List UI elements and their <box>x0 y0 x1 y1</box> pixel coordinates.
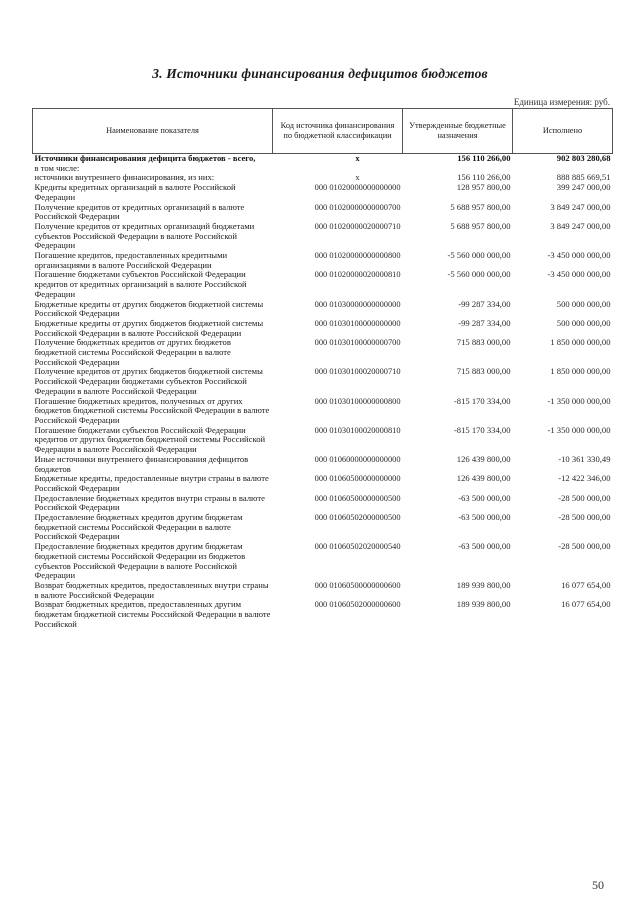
header-name: Наименование показателя <box>33 109 273 154</box>
row-approved: 128 957 800,00 <box>456 182 511 193</box>
table-row <box>33 251 613 270</box>
row-name: Предоставление бюджетных кредитов внутри страны в валюте Российской Федерации <box>34 492 265 513</box>
row-approved: -815 170 334,00 <box>453 395 511 406</box>
row-executed: -28 500 000,00 <box>558 541 611 552</box>
header-approved: Утвержденные бюджетные назначения <box>403 109 513 154</box>
row-code: x <box>355 173 360 183</box>
row-executed: 3 849 247 000,00 <box>550 220 611 231</box>
row-name: Погашение бюджетами субъектов Российской Федерации кредитов от кредитных организаций в валюте Российской Федерации <box>34 269 247 299</box>
table-row <box>33 270 613 299</box>
row-name: Бюджетные кредиты от других бюджетов бюджетной системы Российской Федерации в валюте Российской Федерации <box>34 317 264 338</box>
row-approved: -63 500 000,00 <box>458 512 511 523</box>
row-code: 000 01020000020000710 <box>314 221 401 231</box>
row-name: Погашение кредитов, предоставленных кредитными организациями в валюте Российской Федерации <box>34 250 228 270</box>
row-code: 000 01060502000000500 <box>314 513 401 523</box>
row-code: 000 01030100000000700 <box>314 338 401 348</box>
row-name: Получение кредитов от других бюджетов бюджетной системы Российской Федерации бюджетами субъектов Российской Федерации в валюте Российской Федерации <box>34 366 263 396</box>
financing-table <box>32 108 613 629</box>
row-name: Бюджетные кредиты от других бюджетов бюджетной системы Российской Федерации <box>34 298 264 319</box>
row-name: Источники финансирования дефицита бюджетов - всего, <box>34 153 256 163</box>
row-code: 000 01030100020000710 <box>314 367 401 377</box>
row-approved: 715 883 000,00 <box>456 366 511 377</box>
table-row <box>33 426 613 455</box>
table-row <box>33 338 613 367</box>
table-row <box>33 222 613 251</box>
row-approved: 5 688 957 800,00 <box>450 220 511 231</box>
row-code: 000 01020000020000810 <box>314 270 401 280</box>
row-executed: -1 350 000 000,00 <box>547 424 611 435</box>
section-title: 3. Источники финансирования дефицитов бюджетов <box>152 66 488 81</box>
row-name: Иные источники внутреннего финансирования дефицитов бюджетов <box>34 453 249 474</box>
row-executed: -12 422 346,00 <box>558 473 611 484</box>
row-name: в том числе: <box>34 162 80 173</box>
row-executed: 1 850 000 000,00 <box>550 337 611 348</box>
row-executed: 3 849 247 000,00 <box>550 201 611 212</box>
row-approved: 156 110 266,00 <box>457 172 511 183</box>
row-name: Предоставление бюджетных кредитов другим бюджетам бюджетной системы Российской Федерации в валюте Российской Федерации <box>34 512 243 542</box>
table-row <box>33 154 613 164</box>
row-approved: 715 883 000,00 <box>456 337 511 348</box>
row-name: Возврат бюджетных кредитов, предоставленных внутри страны в валюте Российской Федерации <box>34 579 269 600</box>
row-executed: -1 350 000 000,00 <box>547 395 611 406</box>
row-code: 000 01020000000000000 <box>314 183 401 193</box>
table-row <box>33 455 613 474</box>
row-name: Получение кредитов от кредитных организаций бюджетами субъектов Российской Федерации в валюте Российской Федерации <box>34 220 255 251</box>
row-name: Погашение бюджетных кредитов, полученных от других бюджетов бюджетной системы Российской Федерации в валюте Российской Федерации <box>34 395 270 425</box>
row-executed: 902 803 280,68 <box>556 153 611 163</box>
table-row <box>33 513 613 542</box>
row-executed: -3 450 000 000,00 <box>547 269 611 280</box>
row-name: Получение бюджетных кредитов от других бюджетов бюджетной системы Российской Федерации в валюте Российской Федерации <box>34 337 231 367</box>
row-name: Получение кредитов от кредитных организаций в валюте Российской Федерации <box>34 201 245 222</box>
row-approved: -5 560 000 000,00 <box>447 250 511 261</box>
row-executed: 1 850 000 000,00 <box>550 366 611 377</box>
table-row <box>33 203 613 222</box>
row-approved: 126 439 800,00 <box>456 473 511 484</box>
table-row <box>33 367 613 396</box>
row-approved: -99 287 334,00 <box>458 317 511 328</box>
table-body <box>33 154 613 630</box>
table-row <box>33 581 613 600</box>
row-approved: -63 500 000,00 <box>458 492 511 503</box>
table-row <box>33 542 613 581</box>
row-code: 000 01060502020000540 <box>314 542 401 552</box>
row-executed: -28 500 000,00 <box>558 492 611 503</box>
row-code: 000 01030100000000800 <box>314 396 401 406</box>
row-name: Предоставление бюджетных кредитов другим бюджетам бюджетной системы Российской Федерации из бюджетов субъектов Российской Федерации в валюте Российской Федерации <box>34 541 246 581</box>
table-row <box>33 397 613 426</box>
units-label: Единица измерения: руб. <box>513 97 610 107</box>
row-code: 000 01020000000000700 <box>314 202 401 212</box>
row-approved: 5 688 957 800,00 <box>450 201 511 212</box>
row-code: 000 01060500000000500 <box>314 493 401 503</box>
row-executed: -3 450 000 000,00 <box>547 250 611 261</box>
row-executed: 888 885 669,51 <box>556 172 611 183</box>
row-code: 000 01030100020000810 <box>314 425 401 435</box>
row-code: x <box>355 154 360 163</box>
row-name: Возврат бюджетных кредитов, предоставленных другим бюджетам бюджетной системы Российской Федерации в валюте Российской <box>34 599 271 629</box>
row-code: 000 01030000000000000 <box>314 299 401 309</box>
row-approved: -5 560 000 000,00 <box>447 269 511 280</box>
row-approved: -99 287 334,00 <box>458 298 511 309</box>
row-code: 000 01060502000000600 <box>314 600 401 610</box>
row-executed: 500 000 000,00 <box>556 298 611 309</box>
page-number: 50 <box>592 878 604 892</box>
row-executed: -28 500 000,00 <box>558 512 611 523</box>
row-code: 000 01060500000000600 <box>314 580 401 590</box>
row-name: Погашение бюджетами субъектов Российской Федерации кредитов от других бюджетов бюджетной системы Российской Федерации в валюте Российской Федерации <box>34 424 266 455</box>
row-executed: 16 077 654,00 <box>561 599 611 610</box>
row-code: 000 01060000000000000 <box>314 454 401 464</box>
row-name: Кредиты кредитных организаций в валюте Российской Федерации <box>34 182 236 202</box>
row-code <box>273 164 403 174</box>
row-executed: 500 000 000,00 <box>556 317 611 328</box>
row-code: 000 01020000000000800 <box>314 251 401 261</box>
table-row <box>33 319 613 338</box>
row-approved: -63 500 000,00 <box>458 541 511 552</box>
table-row <box>33 183 613 202</box>
row-approved: 189 939 800,00 <box>456 579 511 590</box>
header-executed: Исполнено <box>513 109 613 154</box>
table-row <box>33 494 613 513</box>
row-code: 000 01030100000000000 <box>314 318 401 328</box>
row-executed: 16 077 654,00 <box>561 579 611 590</box>
header-code: Код источника финансирования по бюджетной классификации <box>273 109 403 154</box>
table-row <box>33 600 613 629</box>
row-name: источники внутреннего финансирования, из них: <box>34 172 215 183</box>
row-code: 000 01060500000000000 <box>314 474 401 484</box>
table-row <box>33 474 613 493</box>
row-approved: 189 939 800,00 <box>456 599 511 610</box>
row-name: Бюджетные кредиты, предоставленные внутри страны в валюте Российской Федерации <box>34 473 269 493</box>
table-header-row <box>33 109 613 154</box>
row-approved: -815 170 334,00 <box>453 424 511 435</box>
row-approved: 126 439 800,00 <box>456 453 511 464</box>
table-row <box>33 300 613 319</box>
row-approved: 156 110 266,00 <box>457 153 511 163</box>
row-executed: -10 361 330,49 <box>558 453 611 464</box>
row-executed: 399 247 000,00 <box>556 182 611 193</box>
